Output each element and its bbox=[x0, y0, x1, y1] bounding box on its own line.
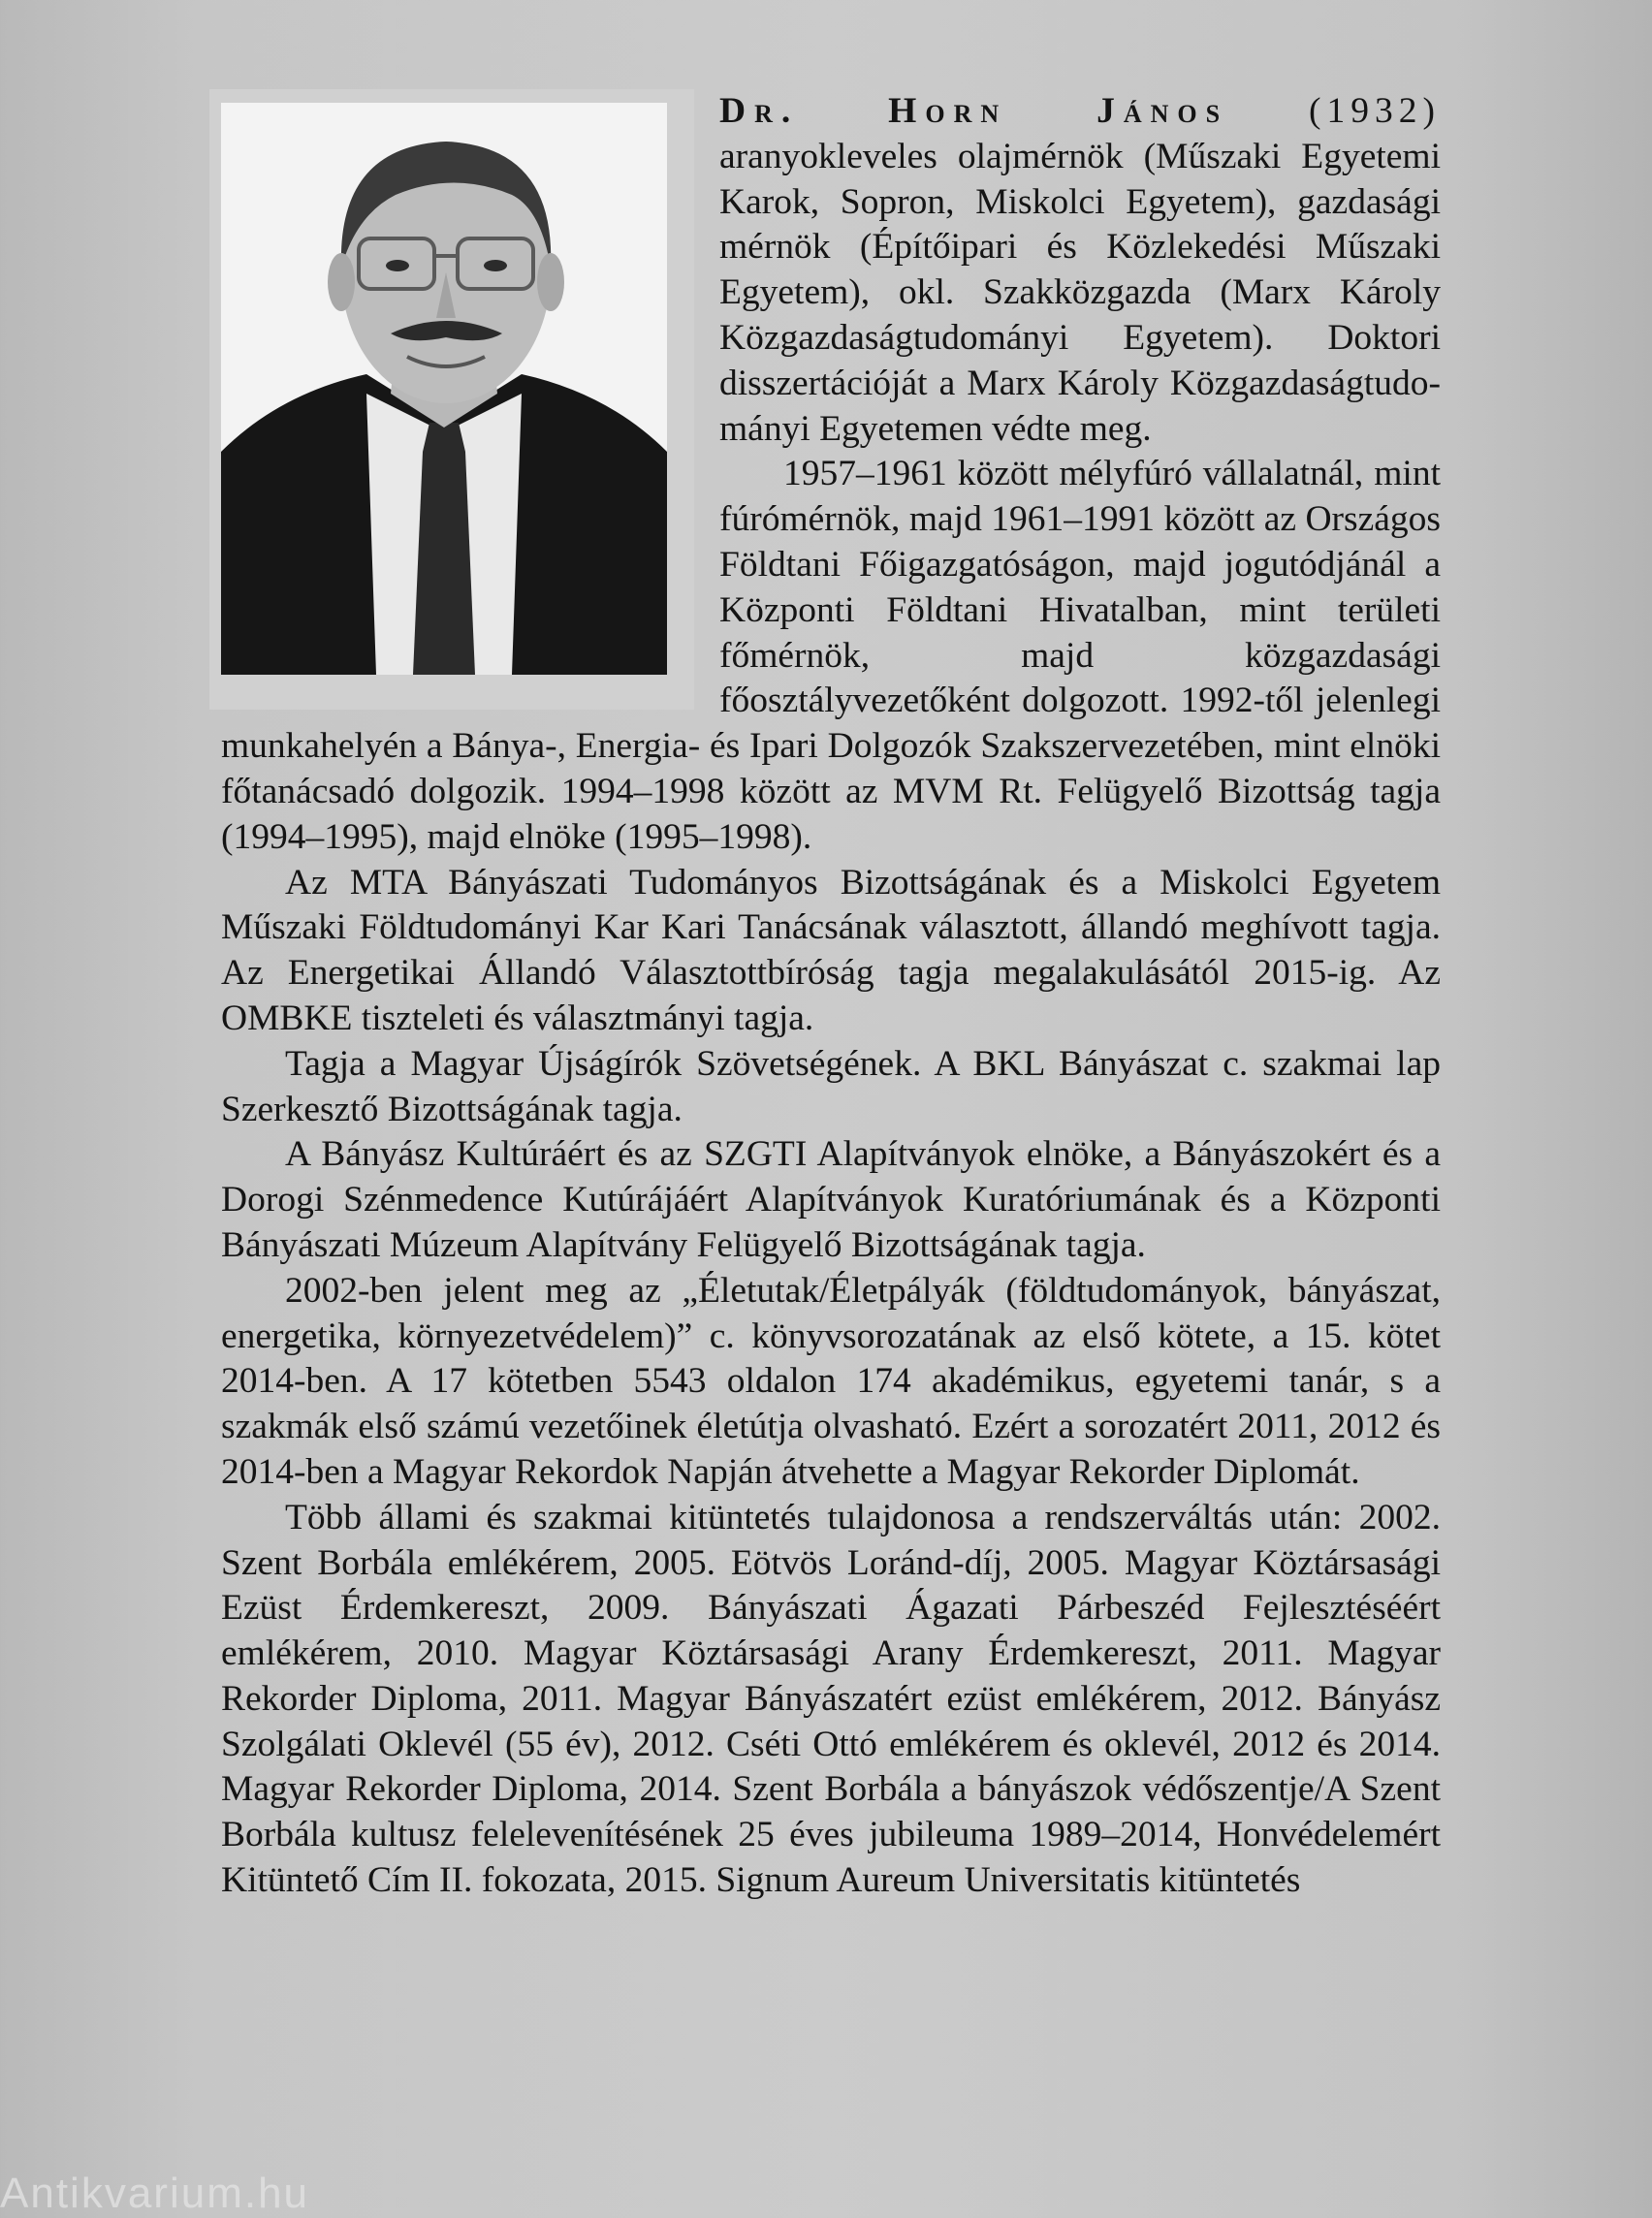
paragraph-journalism: Tagja a Magyar Újságírók Szövetségének. A BKL Bányászat c. szakmai lap Szerkesztő Bizottságának tagja. bbox=[221, 1043, 1441, 1129]
watermark: Antikvarium.hu bbox=[0, 2170, 310, 2217]
portrait-illustration bbox=[221, 103, 667, 675]
paragraph-foundations: A Bányász Kultúráért és az SZGTI Alapítványok elnöke, a Bányászokért és a Dorogi Szénmedence Kutúrájáért Alapítványok Kuratóriumának és a Központi Bányászati Múzeum Alapítvány Felügyelő Bizottságának tagja. bbox=[221, 1134, 1441, 1265]
portrait-frame bbox=[209, 89, 694, 710]
paragraph-career: 1957–1961 között mélyfúró vállalatnál, mint fúrómérnök, majd 1961–1991 között az Országos Földtani Főigazgatóságon, majd jogutódjánál a Központi Földtani Hivatalban, mint területi főmérnök, majd közgazdasági főosztályvezetőként dolgozott. 1992-től jelenlegi munkahelyén a Bánya-, Energia- és Ipari Dolgozók Szakszervezetében, mint elnöki főtanácsadó dolgozik. 1994–1998 között az MVM Rt. Felügyelő Bizottság tagja (1994–1995), majd elnöke (1995–1998). bbox=[221, 454, 1441, 857]
page bbox=[221, 89, 1441, 1904]
paragraph-book-series: 2002-ben jelent meg az „Életutak/Életpályák (földtudományok, bányászat, energetika, környezetvédelem)” c. könyvsorozatának az első kötete, a 15. kötet 2014-ben. A 17 kötetben 5543 oldalon 174 akadémikus, egyetemi tanár, s a szakmák első számú vezetőinek életútja olvasható. Ezért a sorozatért 2011, 2012 és 2014-ben a Magyar Rekordok Napján átvehette a Magyar Rekorder Diplomát. bbox=[221, 1270, 1441, 1492]
paragraph-text: aranyokleveles olajmérnök (Műszaki Egyetemi Karok, Sopron, Miskolci Egyetem), gazdasági mérnök (Építőipari és Közlekedési Műszaki Egyetem), okl. Szakközgazda (Marx Károly Közgazdaságtudományi Egyetem). Doktori disszertációját a Marx Károly Közgazdaságtudományi Egyetemen védte meg. bbox=[719, 136, 1441, 449]
person-name: Dr. Horn János bbox=[719, 91, 1229, 131]
portrait-photo bbox=[221, 103, 667, 675]
paragraph-awards: Több állami és szakmai kitüntetés tulajdonosa a rendszerváltás után: 2002. Szent Borbála emlékérem, 2005. Eötvös Loránd-díj, 2005. Magyar Köztársasági Ezüst Érdemkereszt, 2009. Bányászati Ágazati Párbeszéd Fejlesztéséért emlékérem, 2010. Magyar Köztársasági Arany Érdemkereszt, 2011. Magyar Rekorder Diploma, 2011. Magyar Bányászatért ezüst emlékérem, 2012. Bányász Szolgálati Oklevél (55 év), 2012. Cséti Ottó emlékérem és oklevél, 2012 és 2014. Magyar Rekorder Diploma, 2014. Szent Borbála a bányászok védőszentje/A Szent Borbála kultusz felelevenítésének 25 éves jubileuma 1989–2014, Honvédelemért Kitüntető Cím II. fokozata, 2015. Signum Aureum Universitatis kitüntetés bbox=[221, 1497, 1441, 1901]
birth-year: (1932) bbox=[1309, 91, 1441, 131]
paragraph-memberships: Az MTA Bányászati Tudományos Bizottságának és a Miskolci Egyetem Műszaki Földtudományi Kar Kari Tanácsának választott, állandó meghívott tagja. Az Energetikai Állandó Választottbíróság tagja megalakulásától 2015-ig. Az OMBKE tiszteleti és választmányi tagja. bbox=[221, 862, 1441, 1038]
